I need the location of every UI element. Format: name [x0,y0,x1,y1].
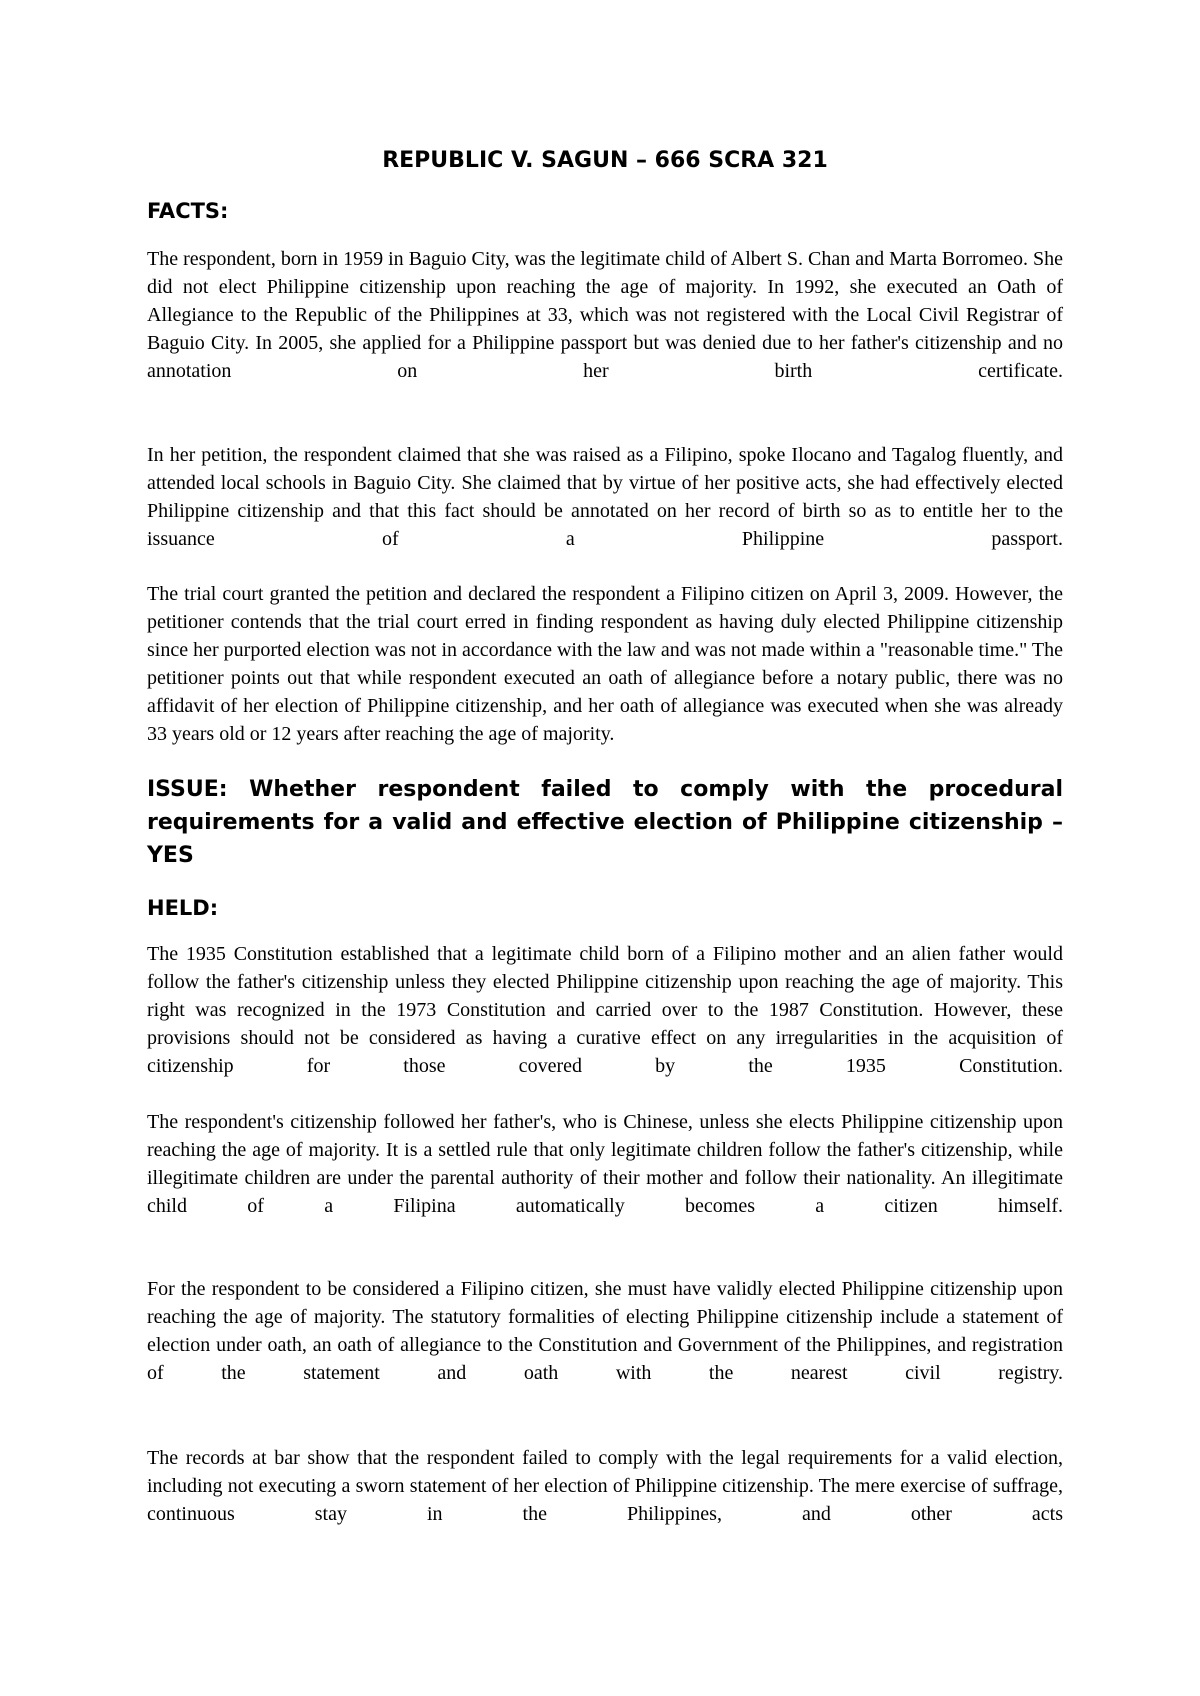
held-paragraph-1: The 1935 Constitution established that a legitimate child born of a Filipino mother and an alien father would follow the father's citizenship unless they elected Philippine citizenship upon reaching the age of majority. This right was recognized in the 1973 Constitution and carried over to the 1987 Constitution. However, these provisions should not be considered as having a curative effect on any irregularities in the acquisition of citizenship for those covered by the 1935 Constitution. [147,943,1063,1077]
facts-paragraph-1: The respondent, born in 1959 in Baguio City, was the legitimate child of Albert S. Chan and Marta Borromeo. She did not elect Philippine citizenship upon reaching the age of majority. In 1992, she executed an Oath of Allegiance to the Republic of the Philippines at 33, which was not registered with the Local Civil Registrar of Baguio City. In 2005, she applied for a Philippine passport but was denied due to her father's citizenship and no annotation on her birth certificate. [147,248,1063,382]
held-paragraph-3: For the respondent to be considered a Filipino citizen, she must have validly elected Philippine citizenship upon reaching the age of majority. The statutory formalities of electing Philippine citizenship include a statement of election under oath, an oath of allegiance to the Constitution and Government of the Philippines, and registration of the statement and oath with the nearest civil registry. [147,1278,1063,1384]
document-page [147,0,1063,1696]
issue-statement: ISSUE: Whether respondent failed to comply with the procedural requirements for a valid and effective election of Philippine citizenship – YES [147,777,1063,868]
facts-heading: FACTS: [147,199,229,223]
held-paragraph-4: The records at bar show that the respondent failed to comply with the legal requirements for a valid election, including not executing a sworn statement of her election of Philippine citizenship. The mere exercise of suffrage, continuous stay in the Philippines, and other acts [147,1447,1063,1525]
facts-paragraph-3: The trial court granted the petition and declared the respondent a Filipino citizen on April 3, 2009. However, the petitioner contends that the trial court erred in finding respondent as having duly elected Philippine citizenship since her purported election was not in accordance with the law and was not made within a "reasonable time." The petitioner points out that while respondent executed an oath of allegiance before a notary public, there was no affidavit of her election of Philippine citizenship, and her oath of allegiance was executed when she was already 33 years old or 12 years after reaching the age of majority. [147,583,1063,745]
held-heading: HELD: [147,896,219,920]
held-paragraph-2: The respondent's citizenship followed her father's, who is Chinese, unless she elects Philippine citizenship upon reaching the age of majority. It is a settled rule that only legitimate children follow the father's citizenship, while illegitimate children are under the parental authority of their mother and follow their nationality. An illegitimate child of a Filipina automatically becomes a citizen himself. [147,1111,1063,1217]
document-title: REPUBLIC V. SAGUN – 666 SCRA 321 [382,148,828,173]
facts-paragraph-2: In her petition, the respondent claimed that she was raised as a Filipino, spoke Ilocano and Tagalog fluently, and attended local schools in Baguio City. She claimed that by virtue of her positive acts, she had effectively elected Philippine citizenship and that this fact should be annotated on her record of birth so as to entitle her to the issuance of a Philippine passport. [147,444,1063,550]
